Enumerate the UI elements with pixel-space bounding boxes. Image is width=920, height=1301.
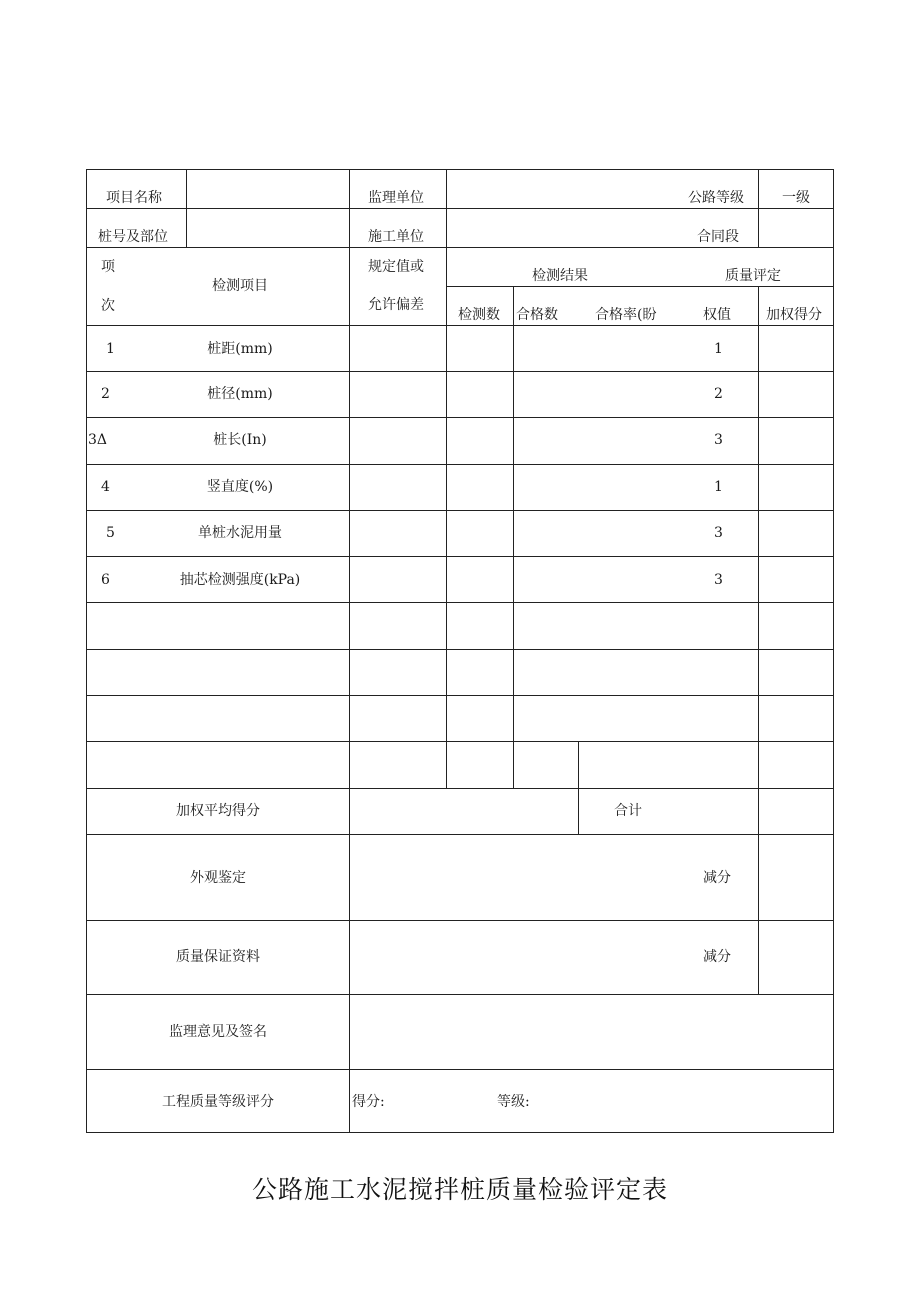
table-row-weight: 1 [714, 341, 723, 357]
check-item-header: 检测项目 [212, 278, 268, 294]
table-row-no: 6 [101, 572, 110, 588]
supervision-opinion-label: 监理意见及签名 [169, 1024, 267, 1040]
table-line [86, 920, 834, 921]
item-no-header-top: 项 [101, 259, 115, 275]
contract-section-label: 合同段 [697, 229, 739, 245]
grade-label: 等级: [497, 1094, 530, 1110]
count-header: 检测数 [458, 307, 500, 323]
table-line [86, 247, 834, 248]
score-label: 得分: [352, 1094, 385, 1110]
table-line [86, 788, 834, 789]
table-line [86, 741, 834, 742]
table-row-weight: 2 [714, 386, 723, 402]
appearance-label: 外观鉴定 [190, 870, 246, 886]
table-line [446, 169, 447, 789]
weighted-score-header: 加权得分 [766, 307, 822, 323]
table-line [758, 286, 759, 995]
table-line [86, 208, 834, 209]
quality-header: 质量评定 [725, 268, 781, 284]
table-row-item: 抽芯检测强度(kPa) [179, 572, 301, 588]
total-label: 合计 [614, 803, 642, 819]
table-line [513, 286, 514, 789]
spec-header-top: 规定值或 [368, 259, 424, 275]
table-border-left [86, 169, 87, 1133]
table-row-no: 2 [101, 386, 110, 402]
spec-header-bottom: 允许偏差 [368, 297, 424, 313]
table-row-item: 桩长(In) [213, 432, 267, 448]
table-line [349, 169, 350, 1133]
table-line [86, 325, 834, 326]
page-title: 公路施工水泥搅拌桩质量检验评定表 [251, 1175, 669, 1204]
table-line [86, 371, 834, 372]
table-line [446, 286, 834, 287]
construction-unit-label: 施工单位 [368, 229, 424, 245]
table-border-top [86, 169, 834, 170]
weight-header: 权值 [703, 307, 731, 323]
table-row-no: 1 [106, 341, 115, 357]
table-row-item: 桩距(mm) [207, 341, 273, 357]
table-line [86, 464, 834, 465]
table-row-item: 竖直度(%) [206, 479, 274, 495]
weighted-average-label: 加权平均得分 [176, 803, 260, 819]
table-line [86, 1069, 834, 1070]
table-line [758, 169, 759, 247]
table-row-item: 单桩水泥用量 [198, 525, 282, 541]
appearance-deduction-label: 减分 [703, 870, 731, 886]
table-line [86, 556, 834, 557]
table-line [86, 994, 834, 995]
table-row-weight: 3 [714, 525, 723, 541]
docs-deduction-label: 减分 [703, 949, 731, 965]
table-line [578, 741, 579, 835]
table-line [86, 510, 834, 511]
table-line [86, 834, 834, 835]
table-row-no: 5 [106, 525, 115, 541]
project-name-label: 项目名称 [106, 190, 162, 206]
table-line [86, 695, 834, 696]
table-line [86, 649, 834, 650]
supervision-unit-label: 监理单位 [368, 190, 424, 206]
table-border-bottom [86, 1132, 834, 1133]
result-header: 检测结果 [532, 268, 588, 284]
quality-docs-label: 质量保证资料 [176, 949, 260, 965]
grade-score-label: 工程质量等级评分 [162, 1094, 274, 1110]
table-border-right [833, 169, 834, 1133]
stake-position-label: 桩号及部位 [98, 229, 168, 245]
pass-rate-header: 合格率(盼 [595, 307, 657, 323]
table-line [86, 602, 834, 603]
table-row-item: 桩径(mm) [207, 386, 273, 402]
item-no-header-bottom: 次 [101, 298, 115, 314]
table-row-weight: 1 [714, 479, 723, 495]
road-grade-label: 公路等级 [688, 190, 744, 206]
table-row-no: 3Δ [88, 432, 108, 448]
table-row-weight: 3 [714, 432, 723, 448]
road-grade-value: 一级 [782, 190, 810, 206]
table-row-weight: 3 [714, 572, 723, 588]
pass-count-header: 合格数 [516, 307, 558, 323]
table-line [86, 417, 834, 418]
table-line [186, 169, 187, 247]
table-row-no: 4 [101, 479, 110, 495]
